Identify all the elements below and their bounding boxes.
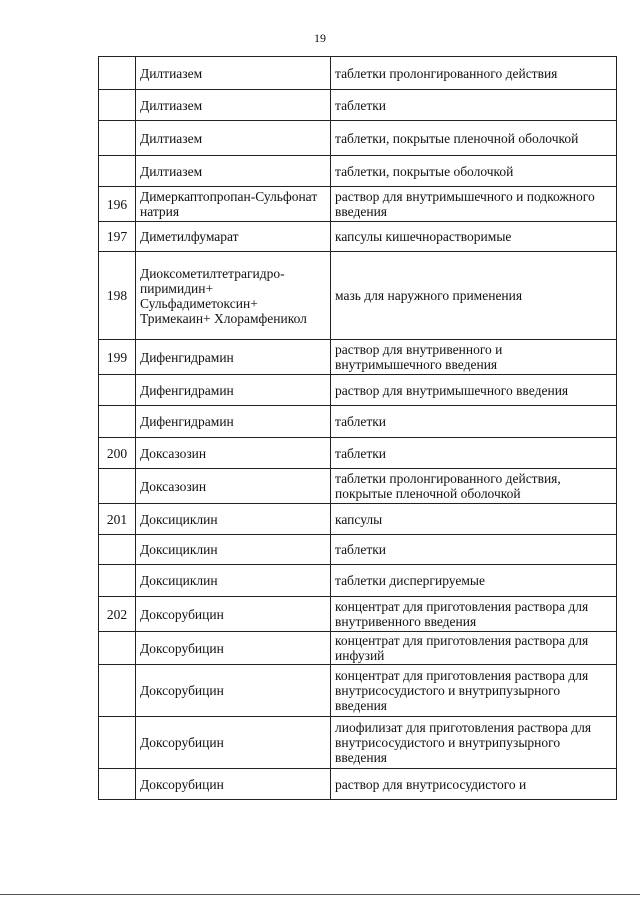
dosage-form-cell: концентрат для приготовления раствора для внутрисосудистого и внутрипузырного введения bbox=[331, 665, 617, 717]
table-row bbox=[99, 469, 617, 504]
row-number-cell: 199 bbox=[99, 340, 136, 375]
drug-name-cell: Доксазозин bbox=[136, 469, 331, 504]
dosage-form-cell: раствор для внутримышечного введения bbox=[331, 375, 617, 406]
drug-name-cell: Доксорубицин bbox=[136, 717, 331, 769]
drug-name-cell: Доксорубицин bbox=[136, 632, 331, 665]
row-number-cell bbox=[99, 90, 136, 121]
table-row bbox=[99, 438, 617, 469]
dosage-form-cell: таблетки bbox=[331, 90, 617, 121]
table-row bbox=[99, 504, 617, 535]
dosage-form-cell: концентрат для приготовления раствора для внутривенного введения bbox=[331, 597, 617, 632]
table-row bbox=[99, 90, 617, 121]
drug-name-cell: Доксициклин bbox=[136, 535, 331, 565]
row-number-cell: 200 bbox=[99, 438, 136, 469]
table-row bbox=[99, 406, 617, 438]
page-bottom-rule bbox=[0, 894, 640, 895]
row-number-cell bbox=[99, 406, 136, 438]
page-number: 19 bbox=[314, 31, 326, 45]
row-number-cell bbox=[99, 57, 136, 90]
dosage-form-cell: капсулы кишечнорастворимые bbox=[331, 222, 617, 252]
table-row bbox=[99, 121, 617, 156]
dosage-form-cell: раствор для внутримышечного и подкожного введения bbox=[331, 187, 617, 222]
dosage-form-cell: мазь для наружного применения bbox=[331, 252, 617, 340]
table-body bbox=[99, 57, 617, 800]
row-number-cell: 198 bbox=[99, 252, 136, 340]
row-number-cell bbox=[99, 665, 136, 717]
table-row bbox=[99, 597, 617, 632]
drug-name-cell: Дилтиазем bbox=[136, 121, 331, 156]
table-row bbox=[99, 156, 617, 187]
table-row bbox=[99, 769, 617, 800]
drug-name-cell: Доксорубицин bbox=[136, 769, 331, 800]
row-number-cell: 196 bbox=[99, 187, 136, 222]
drug-name-cell: Дилтиазем bbox=[136, 156, 331, 187]
row-number-cell bbox=[99, 769, 136, 800]
dosage-form-cell: таблетки пролонгированного действия, покрытые пленочной оболочкой bbox=[331, 469, 617, 504]
dosage-form-cell: таблетки, покрытые оболочкой bbox=[331, 156, 617, 187]
table-row bbox=[99, 252, 617, 340]
dosage-form-cell: капсулы bbox=[331, 504, 617, 535]
table-row bbox=[99, 57, 617, 90]
drug-name-cell: Доксорубицин bbox=[136, 597, 331, 632]
dosage-form-cell: раствор для внутривенного и внутримышечного введения bbox=[331, 340, 617, 375]
table-row bbox=[99, 375, 617, 406]
dosage-form-cell: раствор для внутрисосудистого и bbox=[331, 769, 617, 800]
table-row bbox=[99, 222, 617, 252]
drug-name-cell: Дилтиазем bbox=[136, 90, 331, 121]
row-number-cell bbox=[99, 717, 136, 769]
row-number-cell: 201 bbox=[99, 504, 136, 535]
row-number-cell bbox=[99, 565, 136, 597]
drug-name-cell: Дифенгидрамин bbox=[136, 406, 331, 438]
drug-name-cell: Доксициклин bbox=[136, 565, 331, 597]
row-number-cell bbox=[99, 632, 136, 665]
row-number-cell: 202 bbox=[99, 597, 136, 632]
row-number-cell bbox=[99, 156, 136, 187]
drug-name-cell: Димеркаптопропан-Сульфонат натрия bbox=[136, 187, 331, 222]
drug-name-cell: Дифенгидрамин bbox=[136, 340, 331, 375]
drug-name-cell: Диоксометилтетрагидро-пиримидин+ Сульфадиметоксин+ Тримекаин+ Хлорамфеникол bbox=[136, 252, 331, 340]
row-number-cell bbox=[99, 535, 136, 565]
dosage-form-cell: таблетки bbox=[331, 535, 617, 565]
drug-name-cell: Дилтиазем bbox=[136, 57, 331, 90]
row-number-cell bbox=[99, 121, 136, 156]
drug-name-cell: Дифенгидрамин bbox=[136, 375, 331, 406]
dosage-form-cell: лиофилизат для приготовления раствора для внутрисосудистого и внутрипузырного введения bbox=[331, 717, 617, 769]
drug-name-cell: Диметилфумарат bbox=[136, 222, 331, 252]
table-row bbox=[99, 340, 617, 375]
dosage-form-cell: таблетки пролонгированного действия bbox=[331, 57, 617, 90]
drug-name-cell: Доксорубицин bbox=[136, 665, 331, 717]
table-row bbox=[99, 717, 617, 769]
table-row bbox=[99, 665, 617, 717]
row-number-cell bbox=[99, 375, 136, 406]
table-row bbox=[99, 535, 617, 565]
drug-name-cell: Доксициклин bbox=[136, 504, 331, 535]
table-row bbox=[99, 632, 617, 665]
dosage-form-cell: концентрат для приготовления раствора для инфузий bbox=[331, 632, 617, 665]
row-number-cell bbox=[99, 469, 136, 504]
drug-name-cell: Доксазозин bbox=[136, 438, 331, 469]
dosage-form-cell: таблетки bbox=[331, 438, 617, 469]
table-row bbox=[99, 187, 617, 222]
dosage-form-cell: таблетки диспергируемые bbox=[331, 565, 617, 597]
dosage-form-cell: таблетки, покрытые пленочной оболочкой bbox=[331, 121, 617, 156]
table-row bbox=[99, 565, 617, 597]
drug-table bbox=[98, 56, 617, 800]
row-number-cell: 197 bbox=[99, 222, 136, 252]
dosage-form-cell: таблетки bbox=[331, 406, 617, 438]
